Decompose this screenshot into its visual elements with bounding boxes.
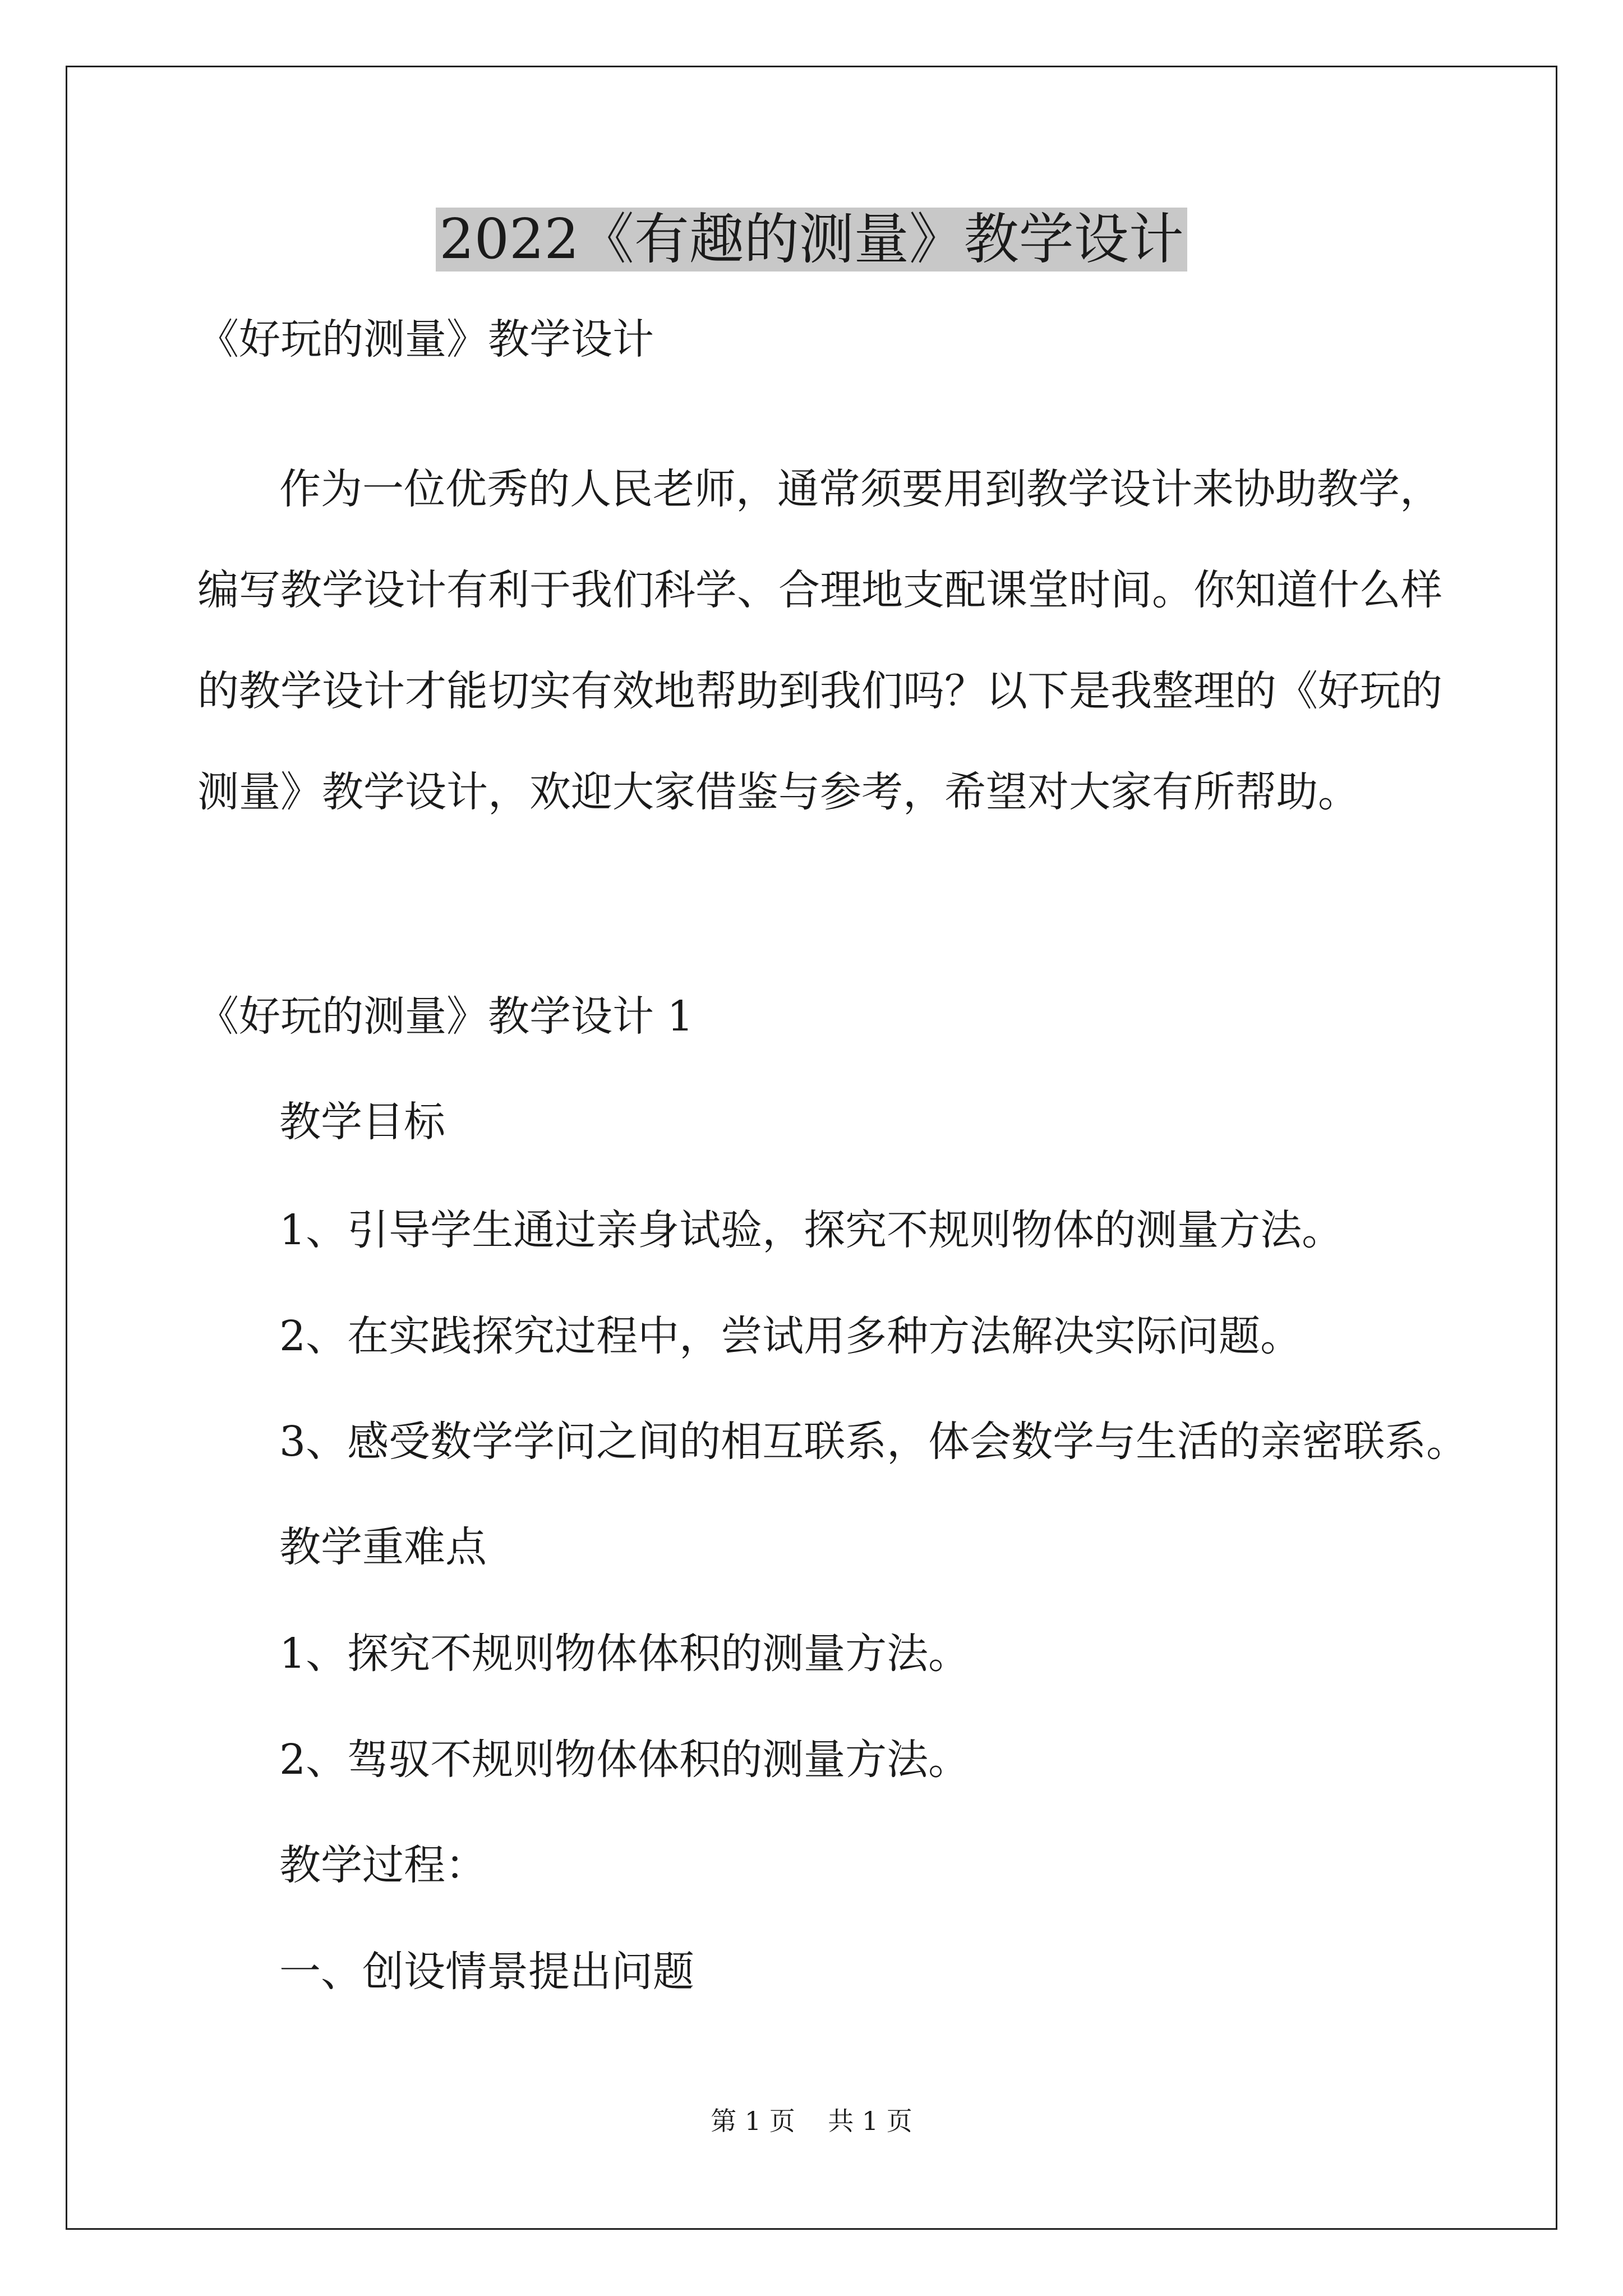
document-title-text: 2022《有趣的测量》教学设计 [436, 208, 1187, 272]
process-heading: 教学过程： [279, 1841, 487, 1889]
difficulty-heading: 教学重难点 [279, 1523, 487, 1571]
intro-heading: 《好玩的测量》教学设计 [197, 315, 654, 364]
intro-line-4: 测量》教学设计，欢迎大家借鉴与参考，希望对大家有所帮助。 [197, 768, 1359, 816]
page-footer: 第 1 页 共 1 页 [711, 2106, 912, 2136]
goal-item-1: 1、引导学生通过亲身试验，探究不规则物体的测量方法。 [279, 1206, 1344, 1254]
section-heading: 《好玩的测量》教学设计 1 [197, 992, 694, 1041]
intro-line-3: 的教学设计才能切实有效地帮助到我们吗？以下是我整理的《好玩的 [197, 667, 1442, 715]
goal-item-2: 2、在实践探究过程中，尝试用多种方法解决实际问题。 [279, 1312, 1302, 1360]
goal-item-3: 3、感受数学学问之间的相互联系，体会数学与生活的亲密联系。 [279, 1418, 1468, 1466]
difficulty-item-1: 1、探究不规则物体体积的测量方法。 [279, 1630, 970, 1678]
intro-line-1: 作为一位优秀的人民老师，通常须要用到教学设计来协助教学， [279, 465, 1441, 513]
document-title [0, 197, 1623, 282]
difficulty-item-2: 2、驾驭不规则物体体积的测量方法。 [279, 1736, 970, 1784]
process-step-1: 一、创设情景提出问题 [279, 1948, 694, 1996]
intro-line-2: 编写教学设计有利于我们科学、合理地支配课堂时间。你知道什么样 [197, 566, 1442, 614]
goals-heading: 教学目标 [279, 1098, 445, 1146]
